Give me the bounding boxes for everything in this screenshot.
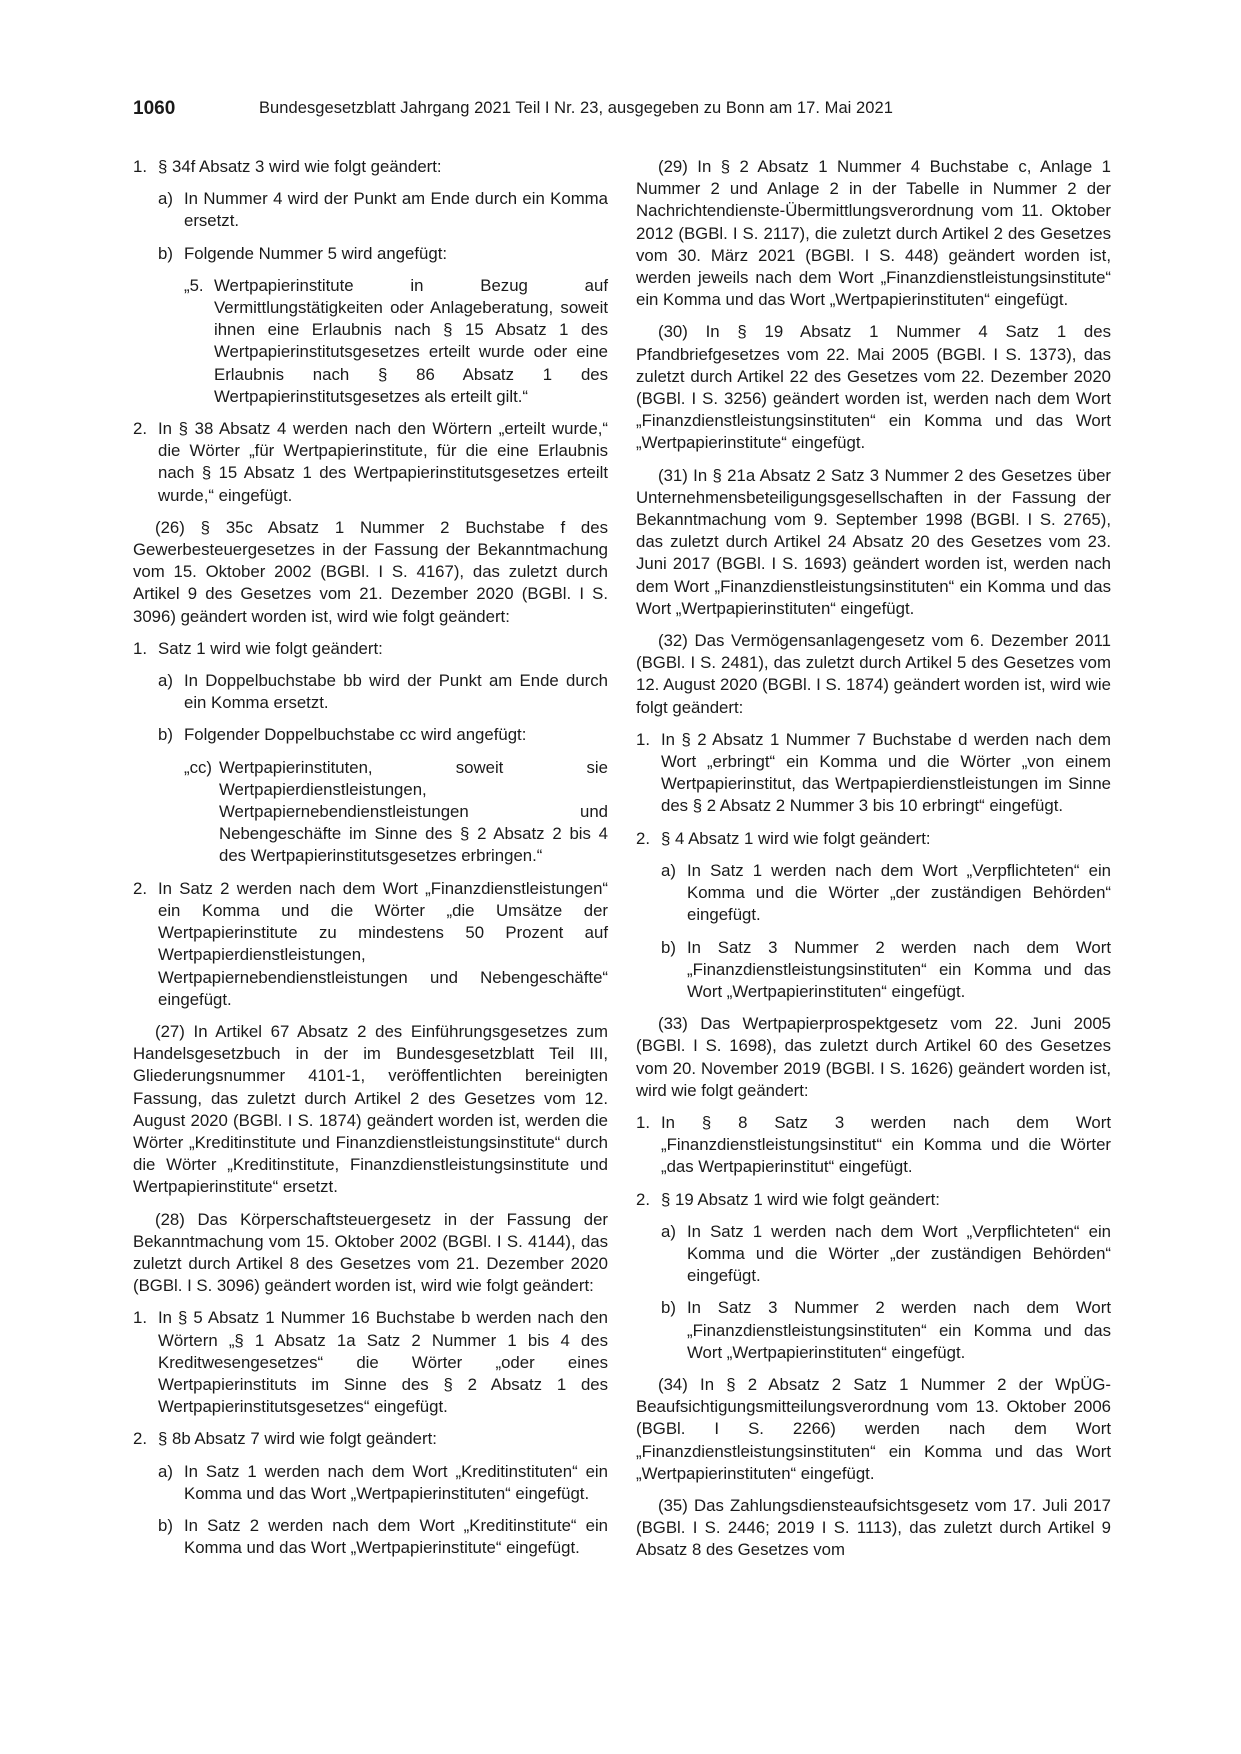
paragraph <box>636 1013 1111 1102</box>
list-item <box>133 878 608 1011</box>
sub-list-item <box>133 1461 608 1505</box>
paragraph <box>636 630 1111 719</box>
item-text: Wertpapierinstitute in Bezug auf Vermittlungstätigkeiten oder Anlageberatung, soweit ihnen eine Erlaubnis nach § 15 Absatz 1 des Wertpapierinstitutsgesetzes erteilt wurde oder eine Erlaubnis nach § 86 Absatz 1 des Wertpapierinstitutsgesetzes als erteilt gilt.“ <box>214 275 608 406</box>
item-text: In Satz 1 werden nach dem Wort „Verpflichteten“ ein Komma und die Wörter „der zuständigen Behörden“ eingefügt. <box>687 1221 1111 1286</box>
item-label: b) <box>158 1515 173 1535</box>
item-text: (34) In § 2 Absatz 2 Satz 1 Nummer 2 der WpÜG-Beaufsichtigungsmitteilungsverordnung vom 13. Oktober 2006 (BGBl. I S. 2266) werden nach dem Wort „Finanzdienstleistungsinstituten“ ein Komma und das Wort „Wertpapierinstituten“ eingefügt. <box>636 1374 1111 1483</box>
sub-list-item <box>636 1297 1111 1364</box>
item-text: (31) In § 21a Absatz 2 Satz 3 Nummer 2 des Gesetzes über Unternehmensbeteiligungsgesellschaften in der Fassung der Bekanntmachung vom 9. September 1998 (BGBl. I S. 2765), das zuletzt durch Artikel 24 Absatz 20 des Gesetzes vom 23. Juni 2017 (BGBl. I S. 1693) geändert worden ist, werden nach dem Wort „Finanzdienstleistungsinstituten“ ein Komma und das Wort „Wertpapierinstituten“ eingefügt. <box>636 465 1111 618</box>
item-text: (26) § 35c Absatz 1 Nummer 2 Buchstabe f des Gewerbesteuergesetzes in der Fassung der Bekanntmachung vom 15. Oktober 2002 (BGBl. I S. 4167), das zuletzt durch Artikel 9 des Gesetzes vom 21. Dezember 2020 (BGBl. I S. 3096) geändert worden ist, wird wie folgt geändert: <box>133 517 608 626</box>
sub-list-item <box>636 860 1111 927</box>
list-item <box>133 156 608 178</box>
item-label: 2. <box>133 419 147 439</box>
item-text: § 34f Absatz 3 wird wie folgt geändert: <box>158 157 442 176</box>
item-label: a) <box>158 1461 173 1481</box>
item-text: In Satz 2 werden nach dem Wort „Kreditinstitute“ ein Komma und das Wort „Wertpapierinstitute“ eingefügt. <box>184 1515 608 1558</box>
item-text: In § 5 Absatz 1 Nummer 16 Buchstabe b werden nach den Wörtern „§ 1 Absatz 1a Satz 2 Nummer 1 bis 4 des Kreditwesengesetzes“ die Wörter „oder eines Wertpapierinstituts im Sinne des § 2 Absatz 1 des Wertpapierinstitutsgesetzes“ eingefügt. <box>158 1308 608 1417</box>
item-label: 2. <box>133 878 147 898</box>
item-text: (33) Das Wertpapierprospektgesetz vom 22. Juni 2005 (BGBl. I S. 1698), das zuletzt durch Artikel 60 des Gesetzes vom 20. November 2019 (BGBl. I S. 1626) geändert worden ist, wird wie folgt geändert: <box>636 1014 1111 1100</box>
item-label: 2. <box>636 828 650 848</box>
paragraph <box>636 465 1111 620</box>
item-text: § 8b Absatz 7 wird wie folgt geändert: <box>158 1429 437 1449</box>
list-item <box>133 1307 608 1418</box>
item-label: b) <box>661 1298 676 1318</box>
paragraph <box>133 1209 608 1298</box>
list-item <box>636 1112 1111 1179</box>
list-item <box>133 418 608 507</box>
paragraph <box>636 1495 1111 1562</box>
item-label: 2. <box>636 1189 650 1209</box>
item-text: Folgender Doppelbuchstabe cc wird angefügt: <box>184 725 527 745</box>
item-label: 1. <box>636 729 650 749</box>
item-text: Wertpapierinstituten, soweit sie Wertpapierdienstleistungen, Wertpapiernebendienstleistungen und Nebengeschäfte im Sinne des § 2 Absatz 2 bis 4 des Wertpapierinstitutsgesetzes erbringen.“ <box>219 757 608 866</box>
item-label: 1. <box>133 638 147 658</box>
item-label: a) <box>158 189 173 209</box>
list-item <box>636 729 1111 818</box>
quoted-provision <box>133 757 608 868</box>
list-item <box>636 1189 1111 1211</box>
item-text: Satz 1 wird wie folgt geändert: <box>158 638 383 658</box>
paragraph <box>133 517 608 628</box>
paragraph <box>636 1374 1111 1485</box>
sub-list-item <box>636 1221 1111 1288</box>
sub-list-item <box>133 243 608 265</box>
item-label: a) <box>158 671 173 691</box>
running-head: Bundesgesetzblatt Jahrgang 2021 Teil I Nr. 23, ausgegeben zu Bonn am 17. Mai 2021 <box>259 99 893 117</box>
item-text: In § 8 Satz 3 werden nach dem Wort „Finanzdienstleistungsinstitut“ ein Komma und die Wörter „das Wertpapierinstitut“ eingefügt. <box>661 1112 1111 1177</box>
item-label: 1. <box>636 1112 650 1132</box>
quoted-provision <box>133 275 608 408</box>
list-item <box>133 1428 608 1450</box>
item-label: b) <box>158 725 173 745</box>
item-text: In Satz 3 Nummer 2 werden nach dem Wort „Finanzdienstleistungsinstituten“ ein Komma und das Wort „Wertpapierinstituten“ eingefügt. <box>687 1298 1111 1362</box>
item-text: (32) Das Vermögensanlagengesetz vom 6. Dezember 2011 (BGBl. I S. 2481), das zuletzt durch Artikel 5 des Gesetzes vom 12. August 2020 (BGBl. I S. 1874) geändert worden ist, wird wie folgt geändert: <box>636 631 1111 717</box>
list-item <box>636 828 1111 850</box>
item-label: „5. <box>184 275 204 295</box>
item-label: 2. <box>133 1429 147 1449</box>
sub-list-item <box>133 670 608 714</box>
sub-list-item <box>133 724 608 746</box>
item-text: In Satz 3 Nummer 2 werden nach dem Wort „Finanzdienstleistungsinstituten“ ein Komma und das Wort „Wertpapierinstituten“ eingefügt. <box>687 937 1111 1001</box>
right-column <box>636 156 1111 1572</box>
item-text: In Doppelbuchstabe bb wird der Punkt am Ende durch ein Komma ersetzt. <box>184 671 608 713</box>
item-label: b) <box>158 243 173 263</box>
item-text: (27) In Artikel 67 Absatz 2 des Einführungsgesetzes zum Handelsgesetzbuch in der im Bundesgesetzblatt Teil III, Gliederungsnummer 4101-1, veröffentlichten bereinigten Fassung, das zuletzt durch Artikel 2 des Gesetzes vom 12. August 2020 (BGBl. I S. 1874) geändert worden ist, werden die Wörter „Kreditinstitute und Finanzdienstleistungsinstitute“ durch die Wörter „Kreditinstitute, Finanzdienstleistungsinstitute und Wertpapierinstitute“ ersetzt. <box>133 1021 608 1197</box>
item-text: In § 38 Absatz 4 werden nach den Wörtern „erteilt wurde,“ die Wörter „für Wertpapierinstitute, für die eine Erlaubnis nach § 15 Absatz 1 des Wertpapierinstitutsgesetzes erteilt wurde,“ eingefügt. <box>158 419 608 505</box>
left-column <box>133 156 608 1569</box>
item-text: (28) Das Körperschaftsteuergesetz in der Fassung der Bekanntmachung vom 15. Oktober 2002 (BGBl. I S. 4144), das zuletzt durch Artikel 8 des Gesetzes vom 21. Dezember 2020 (BGBl. I S. 3096) geändert worden ist, wird wie folgt geändert: <box>133 1209 608 1296</box>
page-header <box>133 98 1110 128</box>
item-text: § 4 Absatz 1 wird wie folgt geändert: <box>661 828 931 848</box>
item-text: In Satz 1 werden nach dem Wort „Kreditinstituten“ ein Komma und das Wort „Wertpapierinstituten“ eingefügt. <box>184 1461 608 1503</box>
list-item <box>133 638 608 660</box>
item-label: a) <box>661 860 676 880</box>
sub-list-item <box>133 188 608 232</box>
item-text: (29) In § 2 Absatz 1 Nummer 4 Buchstabe c, Anlage 1 Nummer 2 und Anlage 2 in der Tabelle in Nummer 2 der Nachrichtendienste-Übermittlungsverordnung vom 11. Oktober 2012 (BGBl. I S. 2117), die zuletzt durch Artikel 2 des Gesetzes vom 30. März 2021 (BGBl. I S. 448) geändert worden ist, werden jeweils nach dem Wort „Finanzdienstleistungsinstitute“ ein Komma und das Wort „Wertpapierinstituten“ eingefügt. <box>636 157 1111 310</box>
item-text: § 19 Absatz 1 wird wie folgt geändert: <box>661 1189 940 1209</box>
sub-list-item <box>133 1515 608 1559</box>
item-text: In Satz 2 werden nach dem Wort „Finanzdienstleistungen“ ein Komma und die Wörter „die Umsätze der Wertpapierinstitute zu mindestens 50 Prozent auf Wertpapierdienstleistungen, Wertpapiernebendienstleistungen und Nebengeschäfte“ eingefügt. <box>158 878 608 1009</box>
item-label: 1. <box>133 157 147 176</box>
item-text: In Satz 1 werden nach dem Wort „Verpflichteten“ ein Komma und die Wörter „der zuständigen Behörden“ eingefügt. <box>687 860 1111 925</box>
item-label: a) <box>661 1221 676 1241</box>
item-text: (35) Das Zahlungsdiensteaufsichtsgesetz vom 17. Juli 2017 (BGBl. I S. 2446; 2019 I S. 1113), das zuletzt durch Artikel 9 Absatz 8 des Gesetzes vom <box>636 1495 1111 1560</box>
item-text: Folgende Nummer 5 wird angefügt: <box>184 243 448 263</box>
paragraph <box>133 1021 608 1199</box>
sub-list-item <box>636 937 1111 1004</box>
item-label: 1. <box>133 1308 147 1328</box>
item-text: (30) In § 19 Absatz 1 Nummer 4 Satz 1 des Pfandbriefgesetzes vom 22. Mai 2005 (BGBl. I S. 1373), das zuletzt durch Artikel 22 des Gesetzes vom 22. Dezember 2020 (BGBl. I S. 3256) geändert worden ist, werden nach dem Wort „Finanzdienstleistungsinstituten“ ein Komma und das Wort „Wertpapierinstitute“ eingefügt. <box>636 322 1111 453</box>
item-label: b) <box>661 937 676 957</box>
page-number: 1060 <box>133 98 176 119</box>
item-label: „cc) <box>184 757 212 777</box>
paragraph <box>636 156 1111 311</box>
item-text: In § 2 Absatz 1 Nummer 7 Buchstabe d werden nach dem Wort „erbringt“ ein Komma und die Wörter „von einem Wertpapierinstitut, das Wertpapierdienstleistungen im Sinne des § 2 Absatz 2 Nummer 3 bis 10 erbringt“ eingefügt. <box>661 729 1111 816</box>
item-text: In Nummer 4 wird der Punkt am Ende durch ein Komma ersetzt. <box>184 189 608 231</box>
paragraph <box>636 321 1111 454</box>
